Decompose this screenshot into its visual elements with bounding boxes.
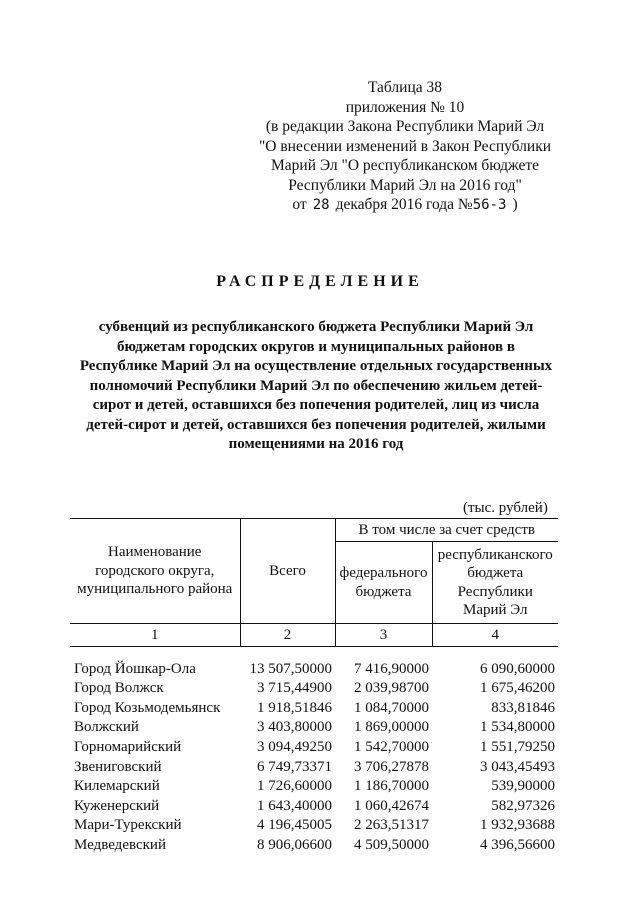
table-row: [70, 698, 558, 718]
federal-value: 7 416,90000: [354, 660, 429, 677]
units-label: (тыс. рублей): [463, 500, 548, 516]
republic-value: 6 090,60000: [480, 660, 555, 677]
appendix-number: приложения № 10: [345, 98, 465, 116]
municipality-name: Город Козьмодемьянск: [74, 699, 221, 716]
total-value: 13 507,50000: [249, 660, 332, 677]
federal-value: 2 039,98700: [354, 680, 429, 697]
table-row: [70, 835, 558, 855]
republic-value: 1 534,80000: [480, 719, 555, 736]
table-row: [70, 777, 558, 797]
header-republic-cell: [432, 542, 558, 624]
table-row: [70, 679, 558, 699]
column-number-row: [70, 624, 558, 647]
table-row: [70, 718, 558, 738]
total-value: 3 094,49250: [257, 738, 332, 755]
subtitle-line: сирот и детей, оставшихся без попечения родителей, лиц из числа: [92, 397, 540, 413]
document-title: РАСПРЕДЕЛЕНИЕ: [216, 273, 424, 290]
republic-value: 833,81846: [491, 699, 555, 716]
header-republic-line: бюджета: [467, 565, 524, 582]
total-value: 1 726,60000: [257, 778, 332, 795]
municipality-name: Волжский: [74, 719, 139, 736]
header-republic-line: Республики: [457, 583, 533, 600]
header-federal-line: бюджета: [355, 583, 412, 600]
table-header-row: [70, 519, 558, 542]
header-name-line: городского округа,: [95, 562, 215, 579]
law-reference-line: Марий Эл "О республиканском бюджете: [270, 157, 539, 174]
municipality-name: Мари-Турекский: [74, 817, 182, 834]
subtitle-line: субвенций из республиканского бюджета Республики Марий Эл: [98, 319, 534, 335]
table-number: Таблица 38: [367, 79, 443, 96]
municipality-name: Килемарский: [74, 778, 160, 795]
decree-prefix: от: [292, 196, 307, 213]
table-spacer: [70, 647, 558, 660]
decree-date-line: [232, 195, 578, 216]
header-federal-cell: [335, 542, 432, 624]
federal-value: 1 186,70000: [354, 778, 429, 795]
header-name-cell: [70, 519, 240, 624]
municipality-name: Горномарийский: [74, 738, 182, 755]
table-row: [70, 737, 558, 757]
column-number: 4: [432, 624, 558, 647]
municipality-name: Город Йошкар-Ола: [74, 660, 196, 677]
subtitle-line: помещениями на 2016 год: [228, 436, 404, 452]
column-number: 2: [240, 624, 335, 647]
decree-suffix: ): [512, 196, 518, 213]
total-value: 3 403,80000: [257, 719, 332, 736]
total-value: 1 918,51846: [257, 699, 332, 716]
appendix-header: [232, 78, 578, 216]
header-federal-line: федерального: [339, 565, 428, 582]
header-republic-line: республиканского: [437, 546, 553, 563]
federal-value: 1 869,00000: [354, 719, 429, 736]
column-number: 1: [70, 624, 240, 647]
republic-value: 3 043,45493: [480, 758, 555, 775]
republic-value: 1 551,79250: [480, 738, 555, 755]
header-total-cell: Всего: [240, 519, 335, 624]
republic-value: 582,97326: [491, 797, 555, 814]
federal-value: 2 263,51317: [354, 817, 429, 834]
table-row: [70, 816, 558, 836]
total-value: 3 715,44900: [257, 680, 332, 697]
column-number: 3: [335, 624, 432, 647]
republic-value: 4 396,56600: [480, 836, 555, 853]
header-group-cell: В том числе за счет средств: [335, 519, 558, 542]
decree-number: 56-З: [472, 197, 507, 213]
republic-value: 1 675,46200: [480, 680, 555, 697]
total-value: 4 196,45005: [257, 817, 332, 834]
federal-value: 1 542,70000: [354, 738, 429, 755]
total-value: 8 906,06600: [257, 836, 332, 853]
subtitle-line: Республике Марий Эл на осуществление отдельных государственных: [79, 358, 553, 374]
law-reference-line: (в редакции Закона Республики Марий Эл: [265, 118, 545, 135]
federal-value: 4 509,50000: [354, 836, 429, 853]
subtitle-line: полномочий Республики Марий Эл по обеспечению жильем детей-: [89, 377, 543, 394]
law-reference-line: Республики Марий Эл на 2016 год": [288, 176, 522, 194]
republic-value: 1 932,93688: [480, 817, 555, 834]
municipality-name: Куженерский: [74, 797, 160, 814]
municipality-name: Медведевский: [74, 836, 166, 853]
header-name-line: Наименование: [108, 544, 202, 561]
federal-value: 3 706,27878: [354, 758, 429, 775]
federal-value: 1 060,42674: [354, 797, 429, 814]
table-row: [70, 659, 558, 679]
distribution-table: [70, 518, 558, 855]
subtitle-line: бюджетам городских округов и муниципальных районов в: [117, 338, 515, 355]
header-republic-line: Марий Эл: [463, 602, 528, 619]
municipality-name: Город Волжск: [74, 680, 164, 697]
law-reference-line: "О внесении изменений в Закон Республики: [258, 137, 552, 155]
federal-value: 1 084,70000: [354, 699, 429, 716]
table-row: [70, 757, 558, 777]
table-row: [70, 796, 558, 816]
decree-month-year: декабря 2016 года №: [335, 196, 473, 213]
subtitle-line: детей-сирот и детей, оставшихся без попечения родителей, жилыми: [86, 416, 546, 433]
municipality-name: Звениговский: [74, 758, 162, 775]
total-value: 6 749,73371: [257, 758, 332, 775]
header-name-line: муниципального района: [77, 581, 233, 598]
total-value: 1 643,40000: [257, 797, 332, 814]
decree-day: 28: [312, 197, 330, 213]
table-body: [70, 659, 558, 855]
republic-value: 539,90000: [491, 778, 555, 795]
document-subtitle: [60, 318, 572, 455]
